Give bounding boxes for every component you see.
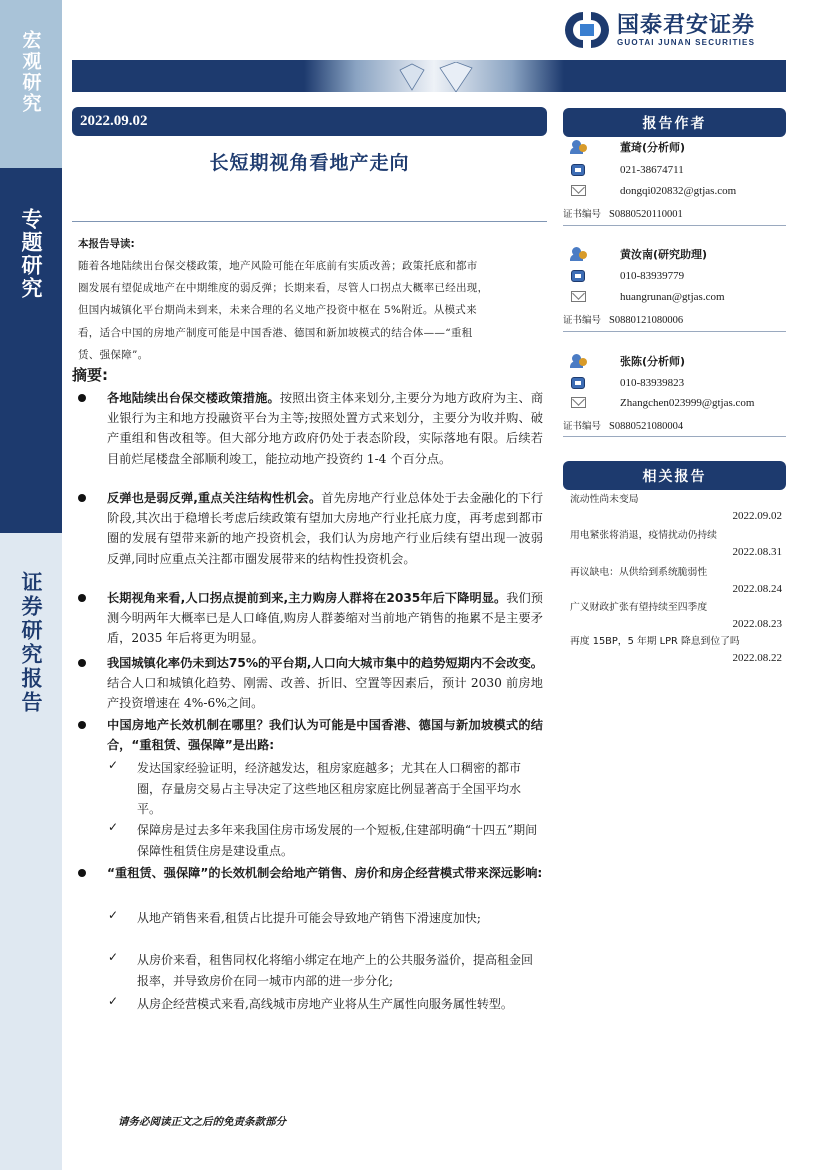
bullet-dot-icon xyxy=(78,721,86,729)
mail-icon xyxy=(570,396,588,410)
mail-icon xyxy=(570,184,588,198)
check-text: 发达国家经验证明，经济越发达，租房家庭越多；尤其在人口稠密的都市圈，存量房交易占主导决定了这些地区租房家庭比例显著高于全国平均水平。 xyxy=(137,761,522,816)
person-icon xyxy=(570,247,588,261)
related-heading: 相关报告 xyxy=(642,468,707,485)
author-email-row xyxy=(570,288,725,306)
check-item xyxy=(108,950,543,991)
author-phone: 021-38674711 xyxy=(620,164,684,176)
summary-bullet xyxy=(78,715,543,755)
author-phone: 010-83939823 xyxy=(620,377,685,389)
brand-logo xyxy=(563,8,788,52)
author-cert xyxy=(563,418,683,432)
related-report[interactable] xyxy=(570,600,782,632)
bullet-lead: 我国城镇化率仍未到达75%的平台期,人口向大城市集中的趋势短期内不会改变。 xyxy=(107,656,543,670)
related-report[interactable] xyxy=(570,565,782,597)
bullet-text: 结合人口和城镇化趋势、刚需、改善、折旧、空置等因素后，预计 2030 前房地产投资增速在 4%-6%之间。 xyxy=(107,676,543,711)
check-text: 保障房是过去多年来我国住房市场发展的一个短板,住建部明确“十四五”期间保障性租赁住房是建设重点。 xyxy=(137,823,538,858)
author-name-row xyxy=(570,245,707,263)
checkmark-icon: ✓ xyxy=(108,820,119,834)
side-tab-report xyxy=(0,533,62,1170)
author-email-row xyxy=(570,182,736,200)
divider xyxy=(563,225,786,226)
bullet-text: 首先房地产行业总体处于去金融化的下行阶段,其次出于稳增长考虑后续政策有望加大房地产行业托底力度，再考虑到都市圈的发展有望带来新的地产投资机会，我们认为房地产行业后续有望出现一波弱反弹,同时应重点关注都市圈发展带来的结构性投资机会。 xyxy=(107,491,544,566)
check-text: 从房企经营模式来看,高线城市房地产业将从生产属性向服务属性转型。 xyxy=(137,997,513,1011)
bullet-dot-icon xyxy=(78,594,86,602)
author-name: 张陈(分析师) xyxy=(620,355,686,368)
cert-number: S0880521080004 xyxy=(609,421,684,432)
check-item xyxy=(108,820,543,861)
phone-icon xyxy=(570,163,588,177)
authors-header xyxy=(563,108,786,137)
phone-icon xyxy=(570,269,588,283)
authors-heading: 报告作者 xyxy=(642,115,707,132)
person-icon xyxy=(570,354,588,368)
check-item xyxy=(108,908,543,929)
cert-label: 证书编号 xyxy=(563,421,602,432)
checkmark-icon: ✓ xyxy=(108,758,119,772)
author-name-row xyxy=(570,138,685,156)
related-date: 2022.08.22 xyxy=(732,652,782,664)
bullet-dot-icon xyxy=(78,869,86,877)
brand-name-en: GUOTAI JUNAN SECURITIES xyxy=(617,37,756,47)
check-text: 从房价来看，租售同权化将缩小绑定在地产上的公共服务溢价，提高租金回报率，并导致房价在同一城市内部的进一步分化; xyxy=(137,953,534,988)
abstract-heading: 摘要: xyxy=(72,366,108,384)
side-tab-label: 证券研究报告 xyxy=(19,571,43,715)
summary-bullet xyxy=(78,653,543,714)
related-header xyxy=(563,461,786,490)
related-date: 2022.08.23 xyxy=(732,618,782,630)
cert-number: S0880520110001 xyxy=(609,209,683,220)
related-report[interactable] xyxy=(570,634,782,666)
check-item xyxy=(108,758,543,820)
checkmark-icon: ✓ xyxy=(108,950,119,964)
author-name-row xyxy=(570,352,685,370)
related-title[interactable]: 再议缺电：从供给到系统脆弱性 xyxy=(570,567,708,578)
header-banner xyxy=(72,60,786,92)
related-report[interactable] xyxy=(570,528,782,560)
related-title[interactable]: 用电紧张将消退，疫情扰动仍持续 xyxy=(570,530,717,541)
related-title[interactable]: 广义财政扩张有望持续至四季度 xyxy=(570,602,708,613)
author-phone-row xyxy=(570,161,684,179)
check-text: 从地产销售来看,租赁占比提升可能会导致地产销售下滑速度加快; xyxy=(137,911,481,925)
bullet-dot-icon xyxy=(78,394,86,402)
author-phone: 010-83939779 xyxy=(620,270,685,282)
divider xyxy=(563,331,786,332)
brand-name-cn: 国泰君安证券 xyxy=(617,12,756,38)
bullet-dot-icon xyxy=(78,659,86,667)
summary-bullet xyxy=(78,863,543,883)
related-report[interactable] xyxy=(570,492,782,524)
author-cert xyxy=(563,206,683,220)
page-title: 长短期视角看地产走向 xyxy=(209,152,410,174)
author-name: 黄汝南(研究助理) xyxy=(620,248,708,261)
date-bar xyxy=(72,107,547,136)
author-email[interactable]: Zhangchen023999@gtjas.com xyxy=(620,397,755,409)
bullet-lead: 反弹也是弱反弹,重点关注结构性机会。 xyxy=(107,491,322,505)
bullet-lead: 中国房地产长效机制在哪里？我们认为可能是中国香港、德国与新加坡模式的结合，“重租赁、强保障”是出路: xyxy=(107,718,543,753)
guide-line: 圈发展有望促成地产在中期维度的弱反弹；长期来看，尽管人口拐点大概率已经出现， xyxy=(78,282,489,295)
related-date: 2022.08.24 xyxy=(732,583,782,595)
side-tab-special xyxy=(0,168,62,533)
guide-line: 赁、强保障”。 xyxy=(78,348,149,361)
author-email[interactable]: dongqi020832@gtjas.com xyxy=(620,185,737,197)
guide-heading: 本报告导读: xyxy=(78,238,135,250)
guide-line: 但国内城镇化平台期尚未到来，未来合理的名义地产投资中枢在 5%附近。从模式来 xyxy=(78,304,477,317)
checkmark-icon: ✓ xyxy=(108,908,119,922)
logo-mark-icon xyxy=(563,10,611,50)
mail-icon xyxy=(570,290,588,304)
guide-text xyxy=(78,255,540,366)
summary-bullet xyxy=(78,488,543,569)
summary-bullet xyxy=(78,388,543,469)
related-title[interactable]: 流动性尚未变局 xyxy=(570,494,639,505)
guide-line: 随着各地陆续出台保交楼政策，地产风险可能在年底前有实质改善；政策托底和都市 xyxy=(78,260,478,272)
side-tab-macro xyxy=(0,0,62,168)
bullet-lead: 各地陆续出台保交楼政策措施。 xyxy=(107,391,280,405)
author-name: 董琦(分析师) xyxy=(620,141,686,154)
bullet-lead: 长期视角来看,人口拐点提前到来,主力购房人群将在2035年后下降明显。 xyxy=(107,591,507,605)
guide-line: 看，适合中国的房地产制度可能是中国香港、德国和新加坡模式的结合体——“重租 xyxy=(78,326,473,339)
diamond-icon xyxy=(390,62,480,92)
bullet-lead: “重租赁、强保障”的长效机制会给地产销售、房价和房企经营模式带来深远影响: xyxy=(107,866,543,880)
side-tab-label: 专题研究 xyxy=(19,208,43,300)
related-date: 2022.09.02 xyxy=(732,510,782,522)
divider xyxy=(563,436,786,437)
author-cert xyxy=(563,312,683,326)
bullet-dot-icon xyxy=(78,494,86,502)
author-phone-row xyxy=(570,267,684,285)
summary-bullet xyxy=(78,588,543,649)
disclaimer: 请务必阅读正文之后的免责条款部分 xyxy=(118,1116,286,1128)
side-tab-label: 宏观研究 xyxy=(19,30,42,114)
author-email[interactable]: huangrunan@gtjas.com xyxy=(620,291,725,303)
related-title[interactable]: 再度 15BP，5 年期 LPR 降息到位了吗 xyxy=(570,636,740,647)
author-email-row xyxy=(570,394,754,412)
check-item xyxy=(108,994,543,1015)
report-date: 2022.09.02 xyxy=(80,113,148,129)
bullet-text: 按照出资主体来划分,主要分为地方政府为主、商业银行为主和地方投融资平台为主等;按照处置方式来划分，主要分为收并购、破产重组和售改租等。但大部分地方政府仍处于表态阶段，实际落地有限。后续若目前烂尾楼盘全部顺利竣工，能拉动地产投资约 1-4 个百分点。 xyxy=(107,391,544,466)
related-date: 2022.08.31 xyxy=(732,546,782,558)
bullet-text: 我们预测今明两年大概率已是人口峰值,购房人群萎缩对当前地产销售的拖累不是主要矛盾，2035 年后将更为明显。 xyxy=(107,591,543,646)
cert-label: 证书编号 xyxy=(563,209,602,220)
cert-label: 证书编号 xyxy=(563,315,602,326)
phone-icon xyxy=(570,376,588,390)
author-phone-row xyxy=(570,374,684,392)
person-icon xyxy=(570,140,588,154)
divider xyxy=(72,221,547,222)
cert-number: S0880121080006 xyxy=(609,315,684,326)
checkmark-icon: ✓ xyxy=(108,994,119,1008)
